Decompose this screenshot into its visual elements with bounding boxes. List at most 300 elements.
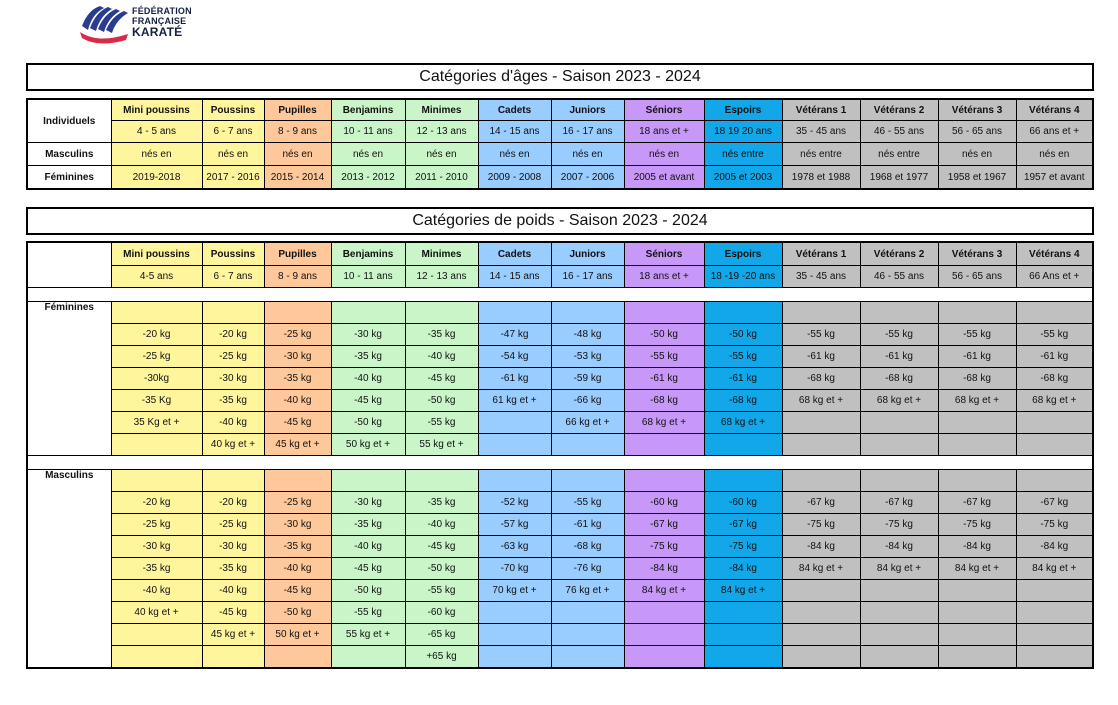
weight-cell: -25 kg (264, 324, 331, 346)
weight-cell (782, 602, 860, 624)
weight-cell: -84 kg (938, 536, 1016, 558)
weight-cell: -25 kg (111, 346, 202, 368)
weight-cell (202, 302, 264, 324)
weight-cell: 84 kg et + (938, 558, 1016, 580)
weight-cell: -35 kg (405, 492, 478, 514)
weight-cell: -84 kg (624, 558, 704, 580)
weight-cell: 68 kg et + (704, 412, 782, 434)
birth-years: 1978 et 1988 (782, 166, 860, 190)
ffk-logo (78, 4, 198, 44)
category-header: Poussins (202, 99, 264, 121)
weight-cell (202, 470, 264, 492)
weight-cell: -40 kg (202, 580, 264, 602)
weight-cell: -61 kg (704, 368, 782, 390)
weight-cell: -67 kg (860, 492, 938, 514)
category-header: Vétérans 1 (782, 99, 860, 121)
weight-cell: -40 kg (111, 580, 202, 602)
weight-cell: -55 kg (331, 602, 405, 624)
weight-cell (478, 470, 551, 492)
age-range: 35 - 45 ans (782, 121, 860, 143)
weight-cell (264, 646, 331, 669)
weight-cell (860, 434, 938, 456)
weight-cell (704, 302, 782, 324)
category-header: Vétérans 4 (1016, 242, 1093, 266)
weight-cell (624, 602, 704, 624)
category-header: Mini poussins (111, 99, 202, 121)
age-range: 35 - 45 ans (782, 266, 860, 288)
weight-cell: -25 kg (202, 346, 264, 368)
weight-cell: -40 kg (405, 514, 478, 536)
weight-cell: 68 kg et + (938, 390, 1016, 412)
weight-cell: -25 kg (202, 514, 264, 536)
weight-cell: -55 kg (1016, 324, 1093, 346)
weight-cell: -55 kg (624, 346, 704, 368)
weight-categories-title: Catégories de poids - Saison 2023 - 2024 (26, 207, 1094, 235)
weight-cell: -20 kg (202, 492, 264, 514)
row-label-feminines: Féminines (27, 166, 111, 190)
weight-cell (1016, 470, 1093, 492)
karate-logo-icon (78, 4, 130, 44)
weight-cell (1016, 434, 1093, 456)
weight-cell: 55 kg et + (405, 434, 478, 456)
weight-cell: 40 kg et + (111, 602, 202, 624)
corner-cell (27, 242, 111, 288)
weight-cell: -40 kg (331, 536, 405, 558)
weight-cell: -30kg (111, 368, 202, 390)
weight-cell (624, 302, 704, 324)
age-range: 46 - 55 ans (860, 266, 938, 288)
age-range: 66 Ans et + (1016, 266, 1093, 288)
weight-cell: -55 kg (860, 324, 938, 346)
born-label: nés en (405, 143, 478, 166)
weight-cell (938, 602, 1016, 624)
row-label-individuels: Individuels (27, 99, 111, 143)
weight-cell: -55 kg (405, 580, 478, 602)
category-header: Mini poussins (111, 242, 202, 266)
weight-cell: -68 kg (938, 368, 1016, 390)
weight-cell: -53 kg (551, 346, 624, 368)
feminines-row (27, 346, 1093, 368)
weight-cell: 76 kg et + (551, 580, 624, 602)
weight-cell: -68 kg (704, 390, 782, 412)
born-label: nés en (938, 143, 1016, 166)
weight-cell: -60 kg (704, 492, 782, 514)
masculins-row (27, 558, 1093, 580)
weight-cell: -50 kg (704, 324, 782, 346)
weight-cell (202, 646, 264, 669)
weight-cell: -45 kg (331, 558, 405, 580)
born-label: nés en (202, 143, 264, 166)
birth-years: 2017 - 2016 (202, 166, 264, 190)
age-categories-table (26, 98, 1094, 190)
weight-cell: -55 kg (405, 412, 478, 434)
weight-cell (782, 470, 860, 492)
birth-years: 2011 - 2010 (405, 166, 478, 190)
weight-cell: -35 kg (111, 558, 202, 580)
section-spacer (27, 456, 1093, 470)
weight-cell: -45 kg (331, 390, 405, 412)
weight-cell: -50 kg (264, 602, 331, 624)
weight-cell (551, 434, 624, 456)
weight-cell: -40 kg (202, 412, 264, 434)
weight-cell: -65 kg (405, 624, 478, 646)
age-range: 12 - 13 ans (405, 121, 478, 143)
weight-cell: 61 kg et + (478, 390, 551, 412)
weight-cell: -68 kg (1016, 368, 1093, 390)
born-label: nés entre (704, 143, 782, 166)
masculins-row (27, 580, 1093, 602)
weight-cell: 70 kg et + (478, 580, 551, 602)
weight-cell (478, 624, 551, 646)
category-header: Vétérans 2 (860, 99, 938, 121)
weight-cell (938, 302, 1016, 324)
weight-cell: -75 kg (1016, 514, 1093, 536)
weight-cell: -75 kg (782, 514, 860, 536)
weight-cell (782, 624, 860, 646)
weight-cell: -35 kg (202, 558, 264, 580)
weight-cell (1016, 412, 1093, 434)
weight-cell (782, 580, 860, 602)
weight-cell: -68 kg (551, 536, 624, 558)
weight-cell: -52 kg (478, 492, 551, 514)
weight-cell: -50 kg (405, 390, 478, 412)
birth-years: 1958 et 1967 (938, 166, 1016, 190)
weight-cell: -67 kg (782, 492, 860, 514)
masculins-row (27, 536, 1093, 558)
birth-years: 2005 et avant (624, 166, 704, 190)
weight-cell: -75 kg (860, 514, 938, 536)
weight-cell (478, 646, 551, 669)
weight-cell: -61 kg (860, 346, 938, 368)
section-spacer (27, 288, 1093, 302)
weight-cell (860, 624, 938, 646)
category-header: Minimes (405, 99, 478, 121)
masculins-row (27, 492, 1093, 514)
weight-cell: -25 kg (264, 492, 331, 514)
weight-cell: -35 Kg (111, 390, 202, 412)
weight-cell: 66 kg et + (551, 412, 624, 434)
weight-cell: -61 kg (938, 346, 1016, 368)
birth-years: 2007 - 2006 (551, 166, 624, 190)
weight-cell: -50 kg (405, 558, 478, 580)
birth-years: 2005 et 2003 (704, 166, 782, 190)
age-range: 8 - 9 ans (264, 266, 331, 288)
weight-cell: -68 kg (624, 390, 704, 412)
weight-cell: -55 kg (782, 324, 860, 346)
born-label: nés en (111, 143, 202, 166)
weight-cell (264, 470, 331, 492)
age-range: 10 - 11 ans (331, 266, 405, 288)
weight-cell (551, 624, 624, 646)
weight-cell (624, 624, 704, 646)
weight-cell: -30 kg (202, 536, 264, 558)
weight-cell: -30 kg (331, 324, 405, 346)
category-header: Benjamins (331, 242, 405, 266)
weight-cell: 35 Kg et + (111, 412, 202, 434)
weight-cell (704, 470, 782, 492)
age-range: 8 - 9 ans (264, 121, 331, 143)
category-header: Vétérans 3 (938, 242, 1016, 266)
weight-cell: 68 kg et + (860, 390, 938, 412)
category-header: Cadets (478, 242, 551, 266)
age-categories-title: Catégories d'âges - Saison 2023 - 2024 (26, 63, 1094, 91)
weight-cell (111, 624, 202, 646)
weight-cell: -30 kg (202, 368, 264, 390)
weight-cell: -45 kg (405, 536, 478, 558)
category-header: Vétérans 2 (860, 242, 938, 266)
weight-cell: -76 kg (551, 558, 624, 580)
category-header: Pupilles (264, 242, 331, 266)
category-header: Séniors (624, 242, 704, 266)
weight-cell: -75 kg (938, 514, 1016, 536)
category-header: Juniors (551, 99, 624, 121)
weight-cell (704, 646, 782, 669)
age-range: 56 - 65 ans (938, 121, 1016, 143)
weight-cell (1016, 580, 1093, 602)
weight-cell (111, 470, 202, 492)
weight-cell (782, 412, 860, 434)
weight-cell: -68 kg (860, 368, 938, 390)
birth-years: 2019-2018 (111, 166, 202, 190)
age-range: 16 - 17 ans (551, 121, 624, 143)
weight-cell (860, 412, 938, 434)
weight-cell (938, 646, 1016, 669)
weight-cell: -67 kg (1016, 492, 1093, 514)
weight-cell: -84 kg (704, 558, 782, 580)
born-label: nés entre (860, 143, 938, 166)
feminines-row (27, 368, 1093, 390)
weight-cell: -35 kg (264, 536, 331, 558)
weight-cell: -55 kg (704, 346, 782, 368)
masculins-row (27, 470, 1093, 492)
row-label-feminines: Féminines (27, 302, 111, 456)
weight-cell: -67 kg (704, 514, 782, 536)
weight-cell (111, 434, 202, 456)
weight-cell (938, 580, 1016, 602)
weight-cell: -63 kg (478, 536, 551, 558)
weight-cell: -50 kg (624, 324, 704, 346)
weight-cell (704, 602, 782, 624)
weight-cell (405, 470, 478, 492)
age-header-row (27, 99, 1093, 121)
weight-cell: -61 kg (624, 368, 704, 390)
weight-cell (478, 602, 551, 624)
weight-cell (938, 470, 1016, 492)
weight-cell: -45 kg (405, 368, 478, 390)
weight-cell (478, 302, 551, 324)
age-range: 6 - 7 ans (202, 121, 264, 143)
weight-cell (624, 470, 704, 492)
weight-cell: -45 kg (264, 412, 331, 434)
weight-cell: 84 kg et + (704, 580, 782, 602)
age-range: 18 19 20 ans (704, 121, 782, 143)
category-header: Vétérans 3 (938, 99, 1016, 121)
weight-cell: -30 kg (331, 492, 405, 514)
weight-cell: -40 kg (264, 390, 331, 412)
weight-cell: -55 kg (551, 492, 624, 514)
weight-cell (782, 434, 860, 456)
age-range: 46 - 55 ans (860, 121, 938, 143)
weight-cell (331, 646, 405, 669)
weight-cell: -40 kg (331, 368, 405, 390)
weight-cell: -30 kg (264, 514, 331, 536)
birth-years: 2009 - 2008 (478, 166, 551, 190)
category-header: Benjamins (331, 99, 405, 121)
weight-cell (478, 412, 551, 434)
feminines-row (27, 412, 1093, 434)
weight-cell: -60 kg (624, 492, 704, 514)
feminines-row (27, 324, 1093, 346)
feminines-row (27, 434, 1093, 456)
weight-categories-table (26, 241, 1094, 669)
weight-cell: -47 kg (478, 324, 551, 346)
weight-cell: -84 kg (860, 536, 938, 558)
weight-cell: 45 kg et + (264, 434, 331, 456)
age-range: 12 - 13 ans (405, 266, 478, 288)
weight-cell: -50 kg (331, 580, 405, 602)
weight-cell: -45 kg (264, 580, 331, 602)
born-label: nés en (331, 143, 405, 166)
weight-cell: 84 kg et + (782, 558, 860, 580)
weight-cell (551, 602, 624, 624)
weight-cell: -35 kg (405, 324, 478, 346)
weight-cell: -20 kg (111, 324, 202, 346)
birth-years: 1957 et avant (1016, 166, 1093, 190)
age-range: 16 - 17 ans (551, 266, 624, 288)
weight-cell (860, 470, 938, 492)
weight-cell: -70 kg (478, 558, 551, 580)
weight-cell: -20 kg (111, 492, 202, 514)
masculins-row (27, 602, 1093, 624)
weight-cell: +65 kg (405, 646, 478, 669)
weight-cell (405, 302, 478, 324)
category-header: Cadets (478, 99, 551, 121)
weight-cell: 84 kg et + (1016, 558, 1093, 580)
weight-cell (551, 646, 624, 669)
weight-cell (1016, 624, 1093, 646)
category-header: Séniors (624, 99, 704, 121)
born-label: nés en (478, 143, 551, 166)
weight-cell (1016, 302, 1093, 324)
weight-cell: -25 kg (111, 514, 202, 536)
born-label: nés en (1016, 143, 1093, 166)
weight-cell (331, 470, 405, 492)
weight-cell: -84 kg (782, 536, 860, 558)
weight-cell (111, 302, 202, 324)
weight-cell: -30 kg (264, 346, 331, 368)
weight-cell: -55 kg (938, 324, 1016, 346)
masculins-row (27, 646, 1093, 669)
age-range: 18 -19 -20 ans (704, 266, 782, 288)
weight-cell (704, 434, 782, 456)
age-range: 18 ans et + (624, 121, 704, 143)
weight-cell: -48 kg (551, 324, 624, 346)
weight-cell: -59 kg (551, 368, 624, 390)
age-range: 18 ans et + (624, 266, 704, 288)
weight-cell (860, 580, 938, 602)
category-header: Poussins (202, 242, 264, 266)
weight-cell: -66 kg (551, 390, 624, 412)
row-label-masculins: Masculins (27, 143, 111, 166)
weight-cell (782, 302, 860, 324)
age-range: 4 - 5 ans (111, 121, 202, 143)
weight-cell: -57 kg (478, 514, 551, 536)
age-range: 14 - 15 ans (478, 266, 551, 288)
weight-cell: -75 kg (624, 536, 704, 558)
age-range: 56 - 65 ans (938, 266, 1016, 288)
weight-cell: -61 kg (1016, 346, 1093, 368)
weight-cell (860, 646, 938, 669)
age-range: 14 - 15 ans (478, 121, 551, 143)
weight-cell: -75 kg (704, 536, 782, 558)
weight-cell: 68 kg et + (624, 412, 704, 434)
weight-cell (938, 624, 1016, 646)
weight-cell: 68 kg et + (1016, 390, 1093, 412)
weight-cell (331, 302, 405, 324)
weight-cell (938, 434, 1016, 456)
birth-years: 2013 - 2012 (331, 166, 405, 190)
category-header: Pupilles (264, 99, 331, 121)
weight-cell: 84 kg et + (860, 558, 938, 580)
weight-cell: 50 kg et + (264, 624, 331, 646)
weight-cell: -40 kg (405, 346, 478, 368)
weight-cell: -20 kg (202, 324, 264, 346)
born-label: nés en (551, 143, 624, 166)
weight-cell (551, 302, 624, 324)
weight-cell: 50 kg et + (331, 434, 405, 456)
weight-cell: 84 kg et + (624, 580, 704, 602)
birth-years: 1968 et 1977 (860, 166, 938, 190)
weight-cell (860, 302, 938, 324)
weight-cell (1016, 646, 1093, 669)
weight-cell: -61 kg (782, 346, 860, 368)
weight-cell: -61 kg (551, 514, 624, 536)
weight-cell: 40 kg et + (202, 434, 264, 456)
weight-cell: -30 kg (111, 536, 202, 558)
category-header: Vétérans 4 (1016, 99, 1093, 121)
weight-cell: -45 kg (202, 602, 264, 624)
age-range: 66 ans et + (1016, 121, 1093, 143)
category-header: Vétérans 1 (782, 242, 860, 266)
age-range: 10 - 11 ans (331, 121, 405, 143)
weight-cell: -35 kg (331, 346, 405, 368)
weight-cell (264, 302, 331, 324)
weight-cell: -67 kg (938, 492, 1016, 514)
weight-cell (551, 470, 624, 492)
weight-cell (478, 434, 551, 456)
weight-cell (704, 624, 782, 646)
weight-cell: 45 kg et + (202, 624, 264, 646)
masculins-row (27, 514, 1093, 536)
weight-cell: -61 kg (478, 368, 551, 390)
age-range: 4-5 ans (111, 266, 202, 288)
weight-cell (624, 434, 704, 456)
weight-cell: 55 kg et + (331, 624, 405, 646)
weight-cell: -35 kg (331, 514, 405, 536)
weight-cell (782, 646, 860, 669)
age-range: 6 - 7 ans (202, 266, 264, 288)
weight-cell: -67 kg (624, 514, 704, 536)
weight-cell: -60 kg (405, 602, 478, 624)
category-header: Minimes (405, 242, 478, 266)
logo-wordmark: FÉDÉRATION FRANÇAISE KARATÉ (132, 6, 192, 39)
category-header: Espoirs (704, 242, 782, 266)
weight-cell: -50 kg (331, 412, 405, 434)
weight-cell: -84 kg (1016, 536, 1093, 558)
feminines-row (27, 302, 1093, 324)
weight-cell: -40 kg (264, 558, 331, 580)
weight-cell: -35 kg (202, 390, 264, 412)
